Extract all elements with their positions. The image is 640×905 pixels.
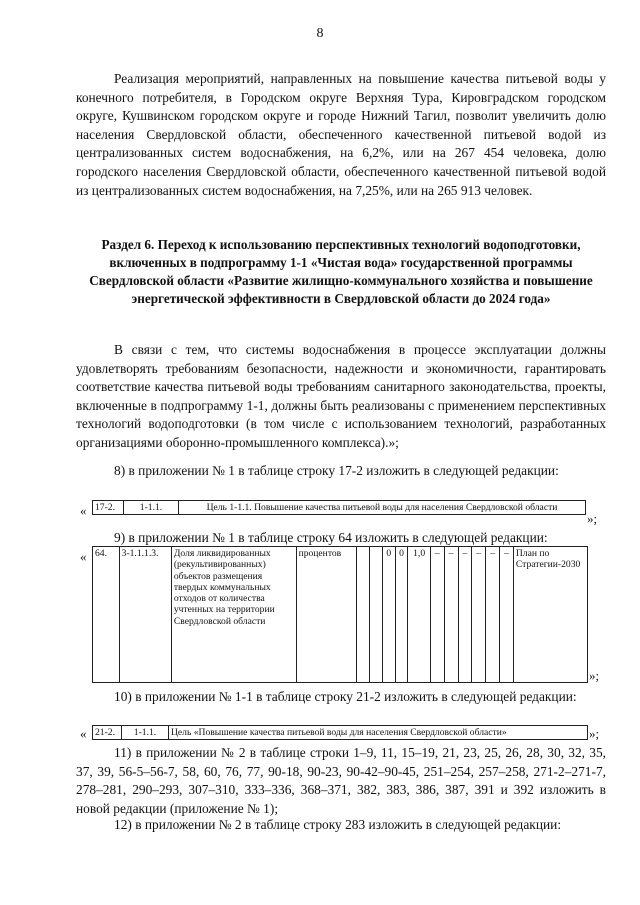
open-quote: « xyxy=(80,549,87,564)
table-row-21-2 xyxy=(92,725,588,740)
table-row-64 xyxy=(92,546,588,683)
paragraph-water-quality: Реализация мероприятий, направленных на повышение качества питьевой воды у конечного потребителя, в Городском округе Верхняя Тура, Кировградском городском округе, Кушвинском городском округе и городе Нижний Тагил, позволит увеличить долю населения Свердловской области, обеспеченного качественной питьевой водой из централизованных систем водоснабжения, на 6,2%, или на 267 454 человека, долю городского населения Свердловской области, обеспеченного качественной питьевой водой из централизованных систем водоснабжения, на 7,25%, или на 265 913 человек. xyxy=(76,71,606,198)
cell-source: План по Стратегии-2030 xyxy=(513,547,587,683)
item-9-text: 9) в приложении № 1 в таблице строку 64 изложить в следующей редакции: xyxy=(114,530,548,545)
table-row-17-2 xyxy=(92,500,586,515)
cell-value-8: – xyxy=(458,547,472,683)
section-heading: Раздел 6. Переход к использованию перспективных технологий водоподготовки, включенных в подпрограмму 1-1 «Чистая вода» государственной программы Свердловской области «Развитие жилищно-коммунального хозяйства и повышение энергетической эффективности в Свердловской области до 2024 года» xyxy=(89,237,593,306)
cell-number: 64. xyxy=(93,547,120,683)
open-quote: « xyxy=(80,503,87,518)
cell-unit: процентов xyxy=(296,547,357,683)
cell-goal: Цель «Повышение качества питьевой воды для населения Свердловской области» xyxy=(169,726,588,740)
close-quote: »; xyxy=(587,511,598,526)
page-number: 8 xyxy=(316,26,324,41)
cell-value-7: – xyxy=(444,547,458,683)
cell-value-10: – xyxy=(486,547,500,683)
cell-value-6: – xyxy=(430,547,444,683)
cell-value-11: – xyxy=(500,547,514,683)
cell-value-4: 0 xyxy=(395,547,408,683)
cell-value-1 xyxy=(357,547,370,683)
cell-goal: Цель 1-1.1. Повышение качества питьевой воды для населения Свердловской области xyxy=(179,501,586,515)
cell-value-2 xyxy=(370,547,383,683)
cell-code: 1-1.1. xyxy=(122,726,169,740)
item-11-text: 11) в приложении № 2 в таблице строки 1–9, 11, 15–19, 21, 23, 25, 26, 28, 30, 32, 35, 37, 39, 56-5–56-7, 58, 60, 76, 77, 90-18, 90-23, 90-42–90-45, 251–254, 257–258, 271-2–271-7, 278–281, 290–293, 307–310, 333–336, 368–371, 382, 383, 386, 387, 391 и 392 изложить в новой редакции (приложение № 1); xyxy=(76,745,606,816)
cell-value-9: – xyxy=(472,547,486,683)
cell-code: 3-1.1.1.3. xyxy=(119,547,171,683)
cell-number: 17-2. xyxy=(93,501,124,515)
item-8-text: 8) в приложении № 1 в таблице строку 17-2 изложить в следующей редакции: xyxy=(114,463,559,478)
close-quote: »; xyxy=(589,668,600,683)
paragraph-technologies: В связи с тем, что системы водоснабжения в процессе эксплуатации должны удовлетворять требованиям безопасности, надежности и экономичности, гарантировать соответствие качества питьевой воды требованиям санитарного законодательства, проекты, включенные в подпрограмму 1-1, должны быть реализованы с применением перспективных технологий водоподготовки (в том числе с использованием технологий, разработанных организациями оборонно-промышленного комплекса).»; xyxy=(76,342,606,450)
open-quote: « xyxy=(80,726,87,741)
cell-value-5: 1,0 xyxy=(408,547,430,683)
close-quote: »; xyxy=(589,726,600,741)
item-12-text: 12) в приложении № 2 в таблице строку 283 изложить в следующей редакции: xyxy=(114,817,562,832)
cell-code: 1-1.1. xyxy=(124,501,179,515)
item-10-text: 10) в приложении № 1-1 в таблице строку 21-2 изложить в следующей редакции: xyxy=(114,689,577,704)
cell-indicator: Доля ликвидированных (рекультивированных) объектов размещения твердых коммунальных отходов от количества учтенных на территории Свердловской области xyxy=(171,547,296,683)
cell-value-3: 0 xyxy=(382,547,395,683)
cell-number: 21-2. xyxy=(93,726,122,740)
